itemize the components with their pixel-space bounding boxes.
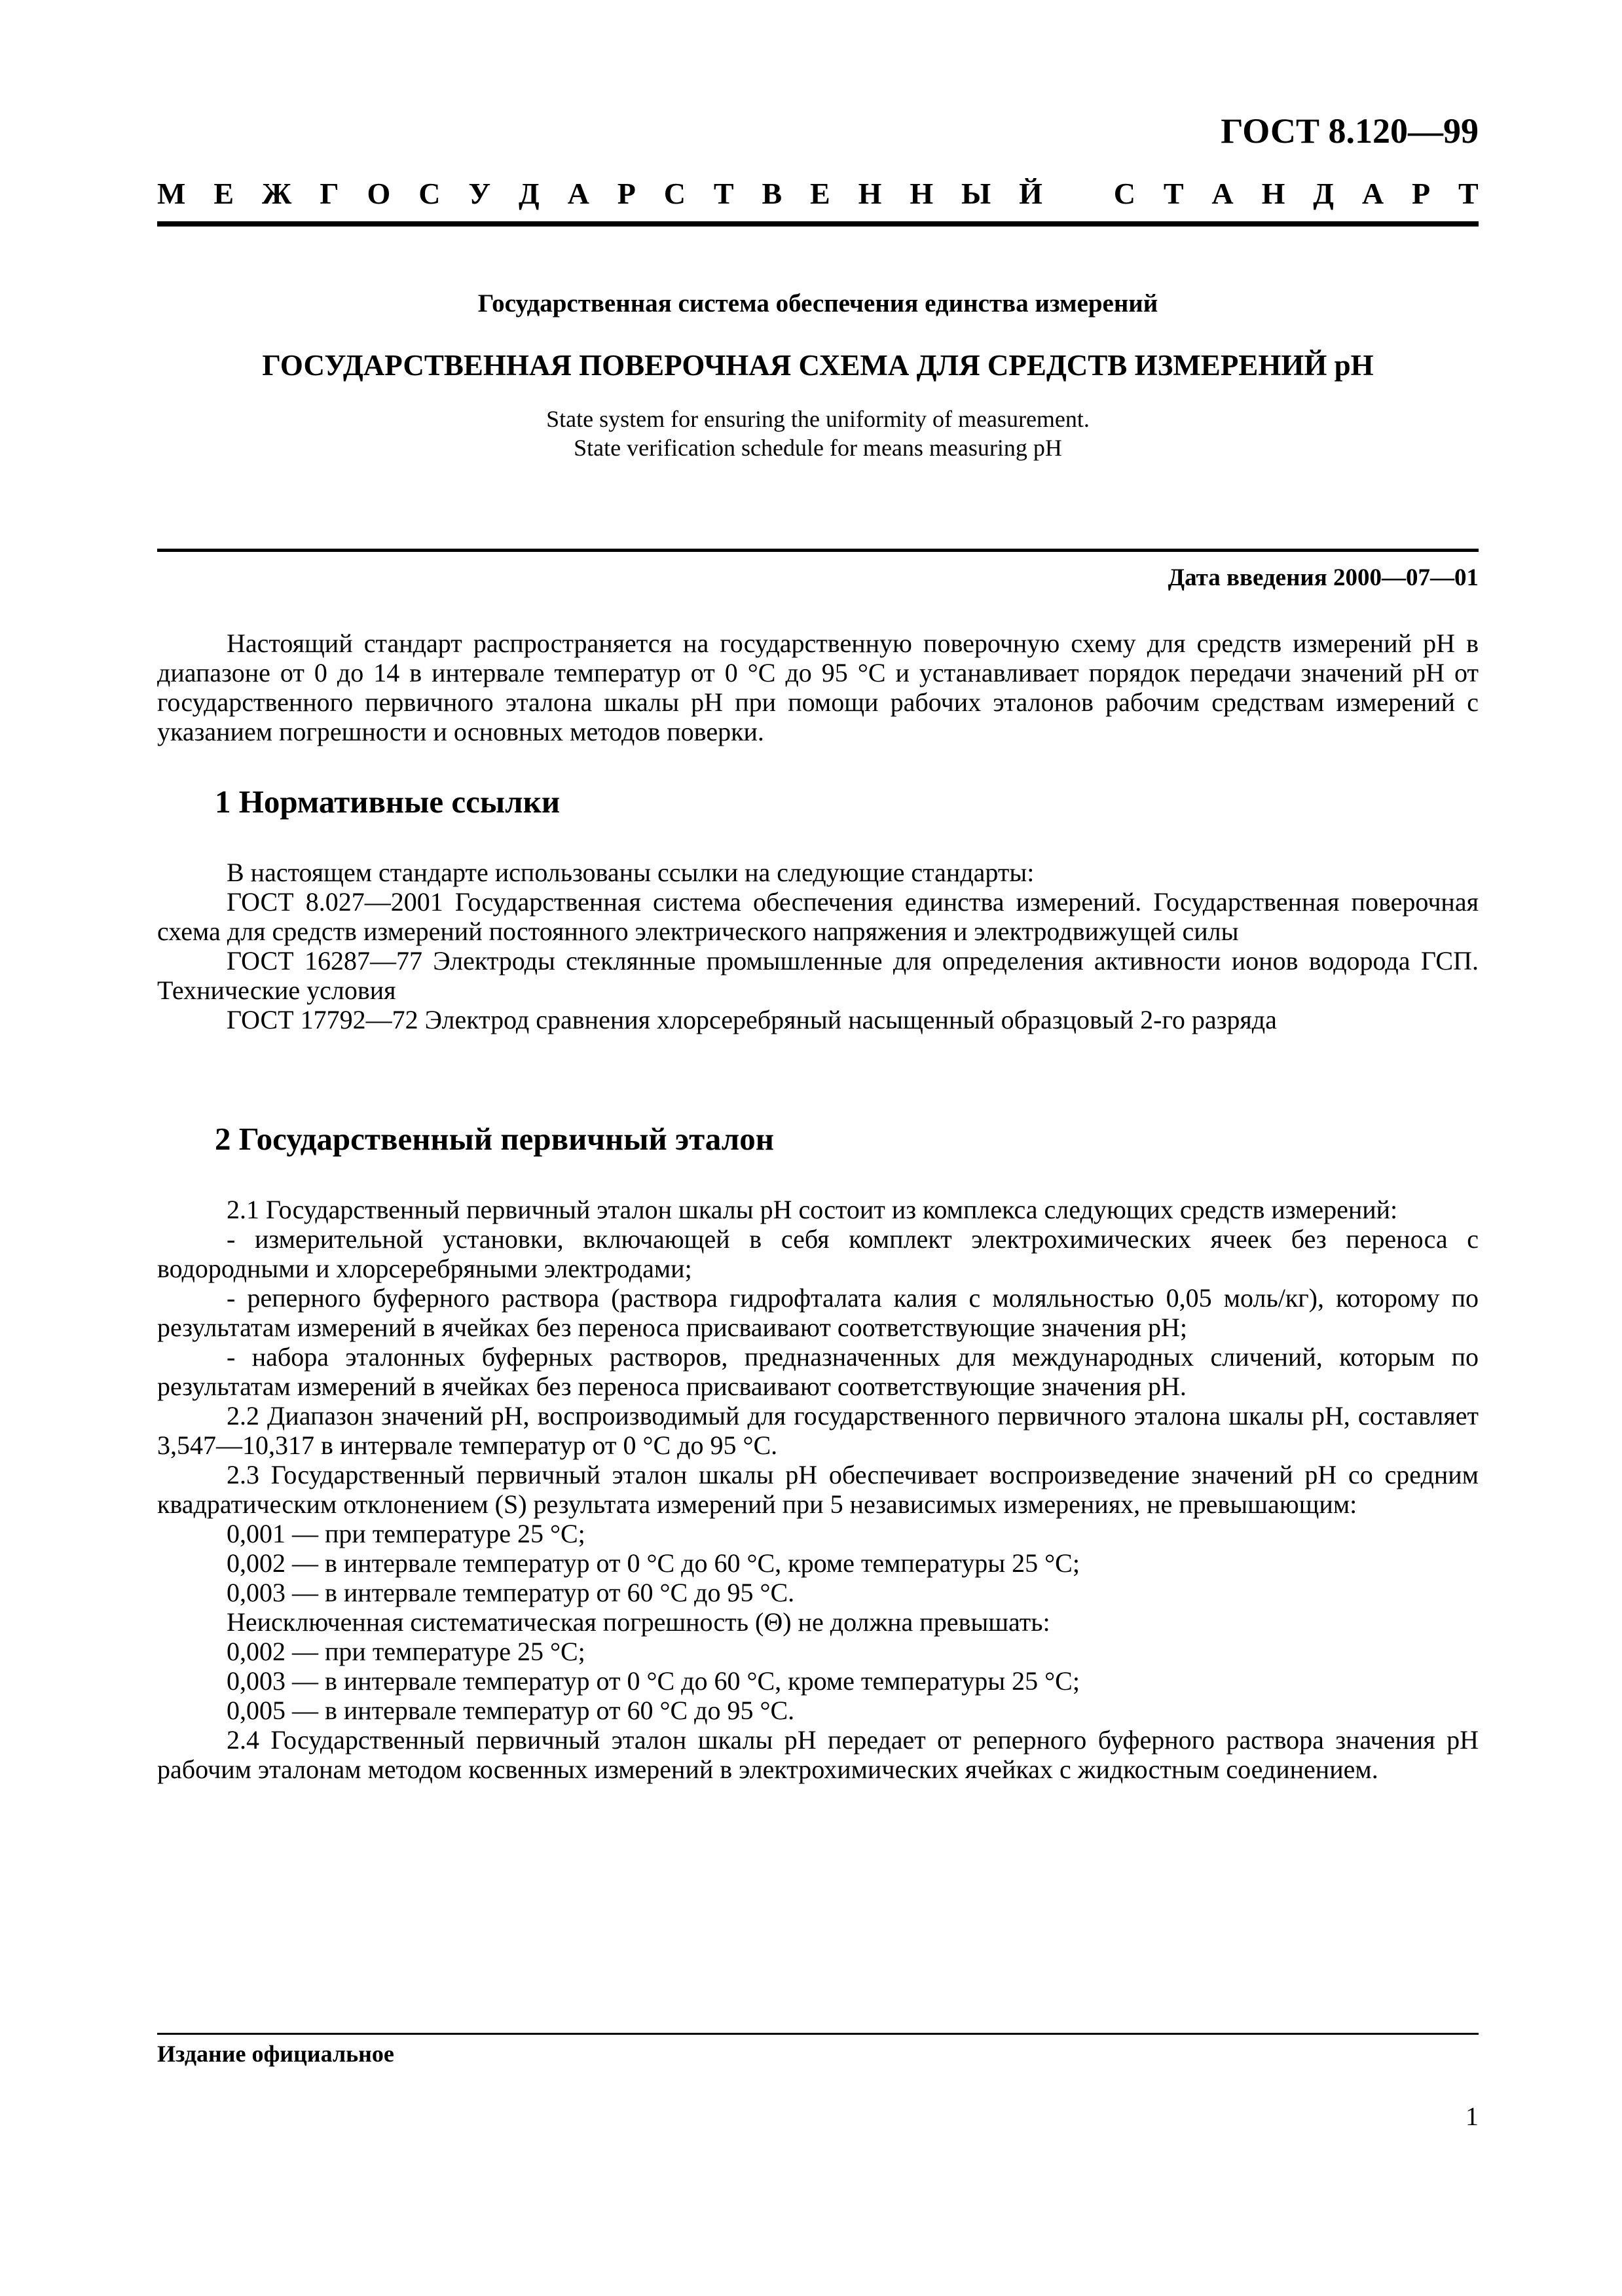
footer-rule (157, 2033, 1479, 2035)
banner-letter: Г (320, 177, 339, 210)
banner-letter: Р (1411, 177, 1431, 210)
banner-letter: С (663, 177, 686, 210)
document-code: ГОСТ 8.120—99 (1221, 111, 1479, 151)
banner-letter: Д (519, 177, 540, 210)
banner-letter: Н (910, 177, 934, 210)
section-2-paragraph: 0,003 — в интервале температур от 60 °С до 95 °С. (227, 1578, 795, 1607)
section-2-body (157, 1195, 1479, 1784)
banner-letter: А (1361, 177, 1384, 210)
banner-letter: Е (810, 177, 830, 210)
banner-letter: Д (1313, 177, 1334, 210)
introduction-date: Дата введения 2000—07—01 (1168, 564, 1479, 591)
section-2-paragraph: 2.1 Государственный первичный эталон шкалы pH состоит из комплекса следующих средств измерений: (227, 1195, 1398, 1224)
banner-letter: А (1211, 177, 1234, 210)
banner-letter: С (418, 177, 441, 210)
banner-letter: О (367, 177, 391, 210)
section-2-paragraph: - набора эталонных буферных растворов, предназначенных для международных сличений, которым по результатам измерений в ячейках без переноса присваивают соответствующие значения pH. (157, 1342, 1479, 1401)
section-1-paragraph: ГОСТ 17792—72 Электрод сравнения хлорсеребряный насыщенный образцовый 2-го разряда (227, 1005, 1277, 1034)
banner-letter: Е (213, 177, 234, 210)
header-rule (157, 221, 1479, 227)
system-title: Государственная система обеспечения единства измерений (477, 289, 1158, 318)
section-2-paragraph: - измерительной установки, включающей в себя комплект электрохимических ячеек без переноса с водородными и хлорсеребряными электродами; (157, 1224, 1479, 1283)
section-2-paragraph: 2.3 Государственный первичный эталон шкалы pH обеспечивает воспроизведение значений pH со средним квадратическим отклонением (S) результата измерений при 5 независимых измерениях, не превышающим: (157, 1460, 1479, 1519)
banner-letter: Н (1261, 177, 1285, 210)
section-2-heading: 2 Государственный первичный эталон (215, 1121, 774, 1157)
section-2-paragraph: 2.4 Государственный первичный эталон шкалы pH передает от реперного буферного раствора значения pH рабочим эталонам методом косвенных измерений в электрохимических ячейках с жидкостным соединением. (157, 1725, 1479, 1784)
edition-label: Издание официальное (157, 2041, 394, 2067)
section-2-paragraph: 0,002 — в интервале температур от 0 °С до 60 °С, кроме температуры 25 °С; (227, 1548, 1080, 1578)
section-1-paragraph: ГОСТ 16287—77 Электроды стеклянные промышленные для определения активности ионов водорода ГСП. Технические условия (157, 946, 1479, 1005)
english-title-line-1: State system for ensuring the uniformity of measurement. (546, 406, 1090, 432)
banner-letter: Н (858, 177, 882, 210)
banner-letter: Ы (961, 177, 991, 210)
section-2-paragraph: 0,003 — в интервале температур от 0 °С до 60 °С, кроме температуры 25 °С; (227, 1666, 1080, 1696)
banner-letter: У (468, 177, 491, 210)
section-1-paragraph: В настоящем стандарте использованы ссылки на следующие стандарты: (227, 858, 1035, 887)
banner-letter: М (157, 177, 186, 210)
title-rule (157, 549, 1479, 552)
banner-letter: С (1113, 177, 1135, 210)
section-2-paragraph: 0,001 — при температуре 25 °С; (227, 1519, 585, 1548)
page-number: 1 (1465, 2102, 1479, 2131)
section-1-body (157, 858, 1479, 1034)
banner-letter: Т (1458, 177, 1479, 210)
standard-type-banner (157, 175, 1479, 212)
section-2-paragraph: 0,002 — при температуре 25 °С; (227, 1637, 585, 1666)
banner-letter: Ж (261, 177, 292, 210)
section-2-paragraph: - реперного буферного раствора (раствора гидрофталата калия с моляльностью 0,05 моль/кг), которому по результатам измерений в ячейках без переноса присваивают соответствующие значения pH; (157, 1283, 1479, 1342)
section-1-heading: 1 Нормативные ссылки (215, 784, 561, 820)
banner-letter: Й (1019, 177, 1042, 210)
section-2-paragraph: 0,005 — в интервале температур от 60 °С до 95 °С. (227, 1696, 795, 1725)
main-title: ГОСУДАРСТВЕННАЯ ПОВЕРОЧНАЯ СХЕМА ДЛЯ СРЕДСТВ ИЗМЕРЕНИЙ pH (262, 349, 1374, 382)
english-title (157, 405, 1479, 462)
english-title-line-2: State verification schedule for means measuring pH (574, 435, 1062, 461)
banner-letter: Т (1163, 177, 1184, 210)
banner-letter: А (567, 177, 589, 210)
banner-letter (1071, 175, 1086, 212)
banner-letter: Т (713, 177, 734, 210)
intro-paragraph: Настоящий стандарт распространяется на государственную поверочную схему для средств измерений pH в диапазоне от 0 до 14 в интервале температур от 0 °С до 95 °С и устанавливает порядок передачи значений pH от государственного первичного эталона шкалы pH при помощи рабочих эталонов рабочим средствам измерений с указанием погрешности и основных методов поверки. (157, 629, 1479, 746)
banner-letter: В (762, 177, 783, 210)
section-1-paragraph: ГОСТ 8.027—2001 Государственная система обеспечения единства измерений. Государственная поверочная схема для средств измерений постоянного электрического напряжения и электродвижущей силы (157, 887, 1479, 946)
intro-paragraph-block (157, 629, 1479, 746)
section-2-paragraph: Неисключенная систематическая погрешность (Θ) не должна превышать: (227, 1607, 1050, 1637)
banner-letter: Р (617, 177, 636, 210)
section-2-paragraph: 2.2 Диапазон значений pH, воспроизводимый для государственного первичного эталона шкалы pH, составляет 3,547—10,317 в интервале температур от 0 °С до 95 °С. (157, 1401, 1479, 1460)
